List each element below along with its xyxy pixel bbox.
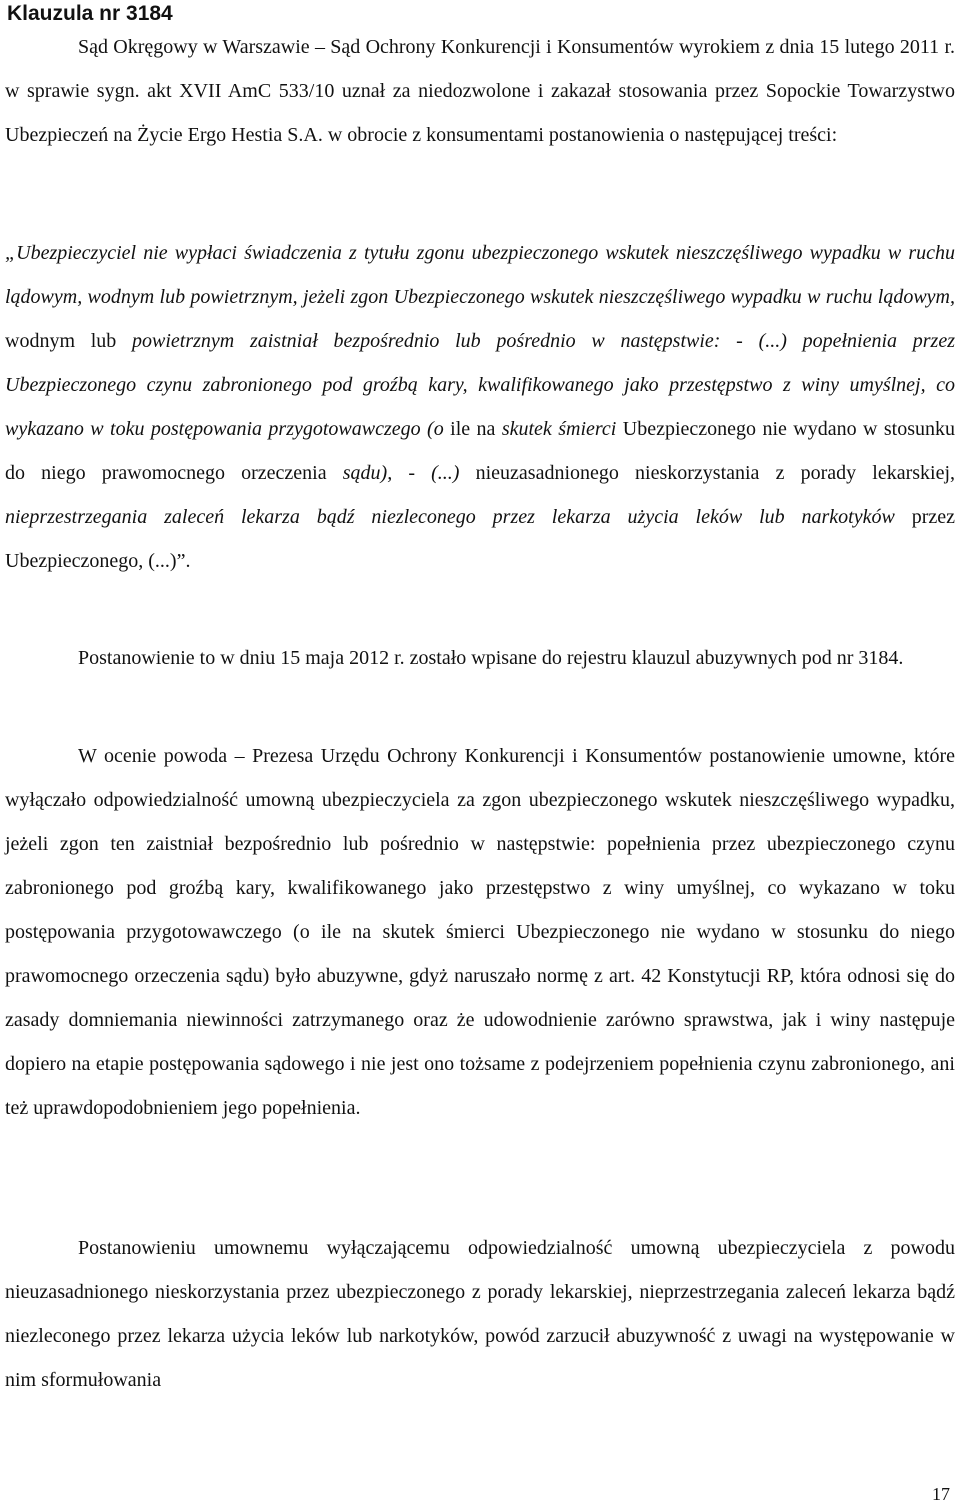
clause-quote-italic-2: powietrznym zaistniał bezpośrednio lub pośrednio w następstwie: - (...) popełnienia przez Ubezpieczonego czynu zabronionego pod groźbą kary, kwalifikowanego jako przestępstwo z winy umyślnej, co wykazano w toku postępowania przygotowawczego (o: [5, 330, 955, 440]
page-number: 17: [932, 1484, 950, 1504]
clause-quote-regular-4: nieuzasadnionego nieskorzystania z porady lekarskiej,: [459, 462, 956, 484]
plaintiff-assessment-paragraph: W ocenie powoda – Prezesa Urzędu Ochrony Konkurencji i Konsumentów postanowienie umowne, które wyłączało odpowiedzialność umowną ubezpieczyciela za zgon ubezpieczonego wskutek nieszczęśliwego wypadku, jeżeli zgon ten zaistniał bezpośrednio lub pośrednio w następstwie: popełnienia przez ubezpieczonego czynu zabronionego pod groźbą kary, kwalifikowanego jako przestępstwo z winy umyślnej, co wykazano w toku postępowania przygotowawczego (o ile na skutek śmierci Ubezpieczonego nie wydano w stosunku do niego prawomocnego orzeczenia sądu) było abuzywne, gdyż naruszało normę z art. 42 Konstytucji RP, która odnosi się do zasady domniemania niewinności zatrzymanego oraz że udowodnienie zarówno sprawstwa, jak i winy następuje dopiero na etapie postępowania sądowego i nie jest ono tożsame z podejrzeniem popełnienia czynu zabronionego, ani też uprawdopodobnieniem jego popełnienia.: [5, 745, 955, 1119]
medical-clause-paragraph: Postanowieniu umownemu wyłączającemu odpowiedzialność umowną ubezpieczyciela z powodu nieuzasadnionego nieskorzystania przez ubezpieczonego z porady lekarskiej, nieprzestrzegania zaleceń lekarza bądź niezleconego przez lekarza użycia leków lub narkotyków, powód zarzucił abuzywność z uwagi na występowanie w nim sformułowania: [5, 1237, 955, 1391]
clause-quote-italic-1: „Ubezpieczyciel nie wypłaci świadczenia z tytułu zgonu ubezpieczonego wskutek nieszczęśliwego wypadku w ruchu lądowym, wodnym lub powietrznym, jeżeli zgon Ubezpieczonego wskutek nieszczęśliwego wypadku w ruchu lądowym,: [5, 242, 955, 308]
clause-quote-italic-3: skutek śmierci: [501, 418, 617, 440]
clause-heading: Klauzula nr 3184: [7, 2, 173, 25]
clause-quote-paragraph: [5, 231, 955, 583]
clause-quote-regular-3: Ubezpieczonego nie wydano w stosunku do niego prawomocnego orzeczenia: [5, 418, 956, 484]
clause-quote-regular-1: wodnym lub: [5, 330, 133, 352]
clause-quote-regular-5: przez Ubezpieczonego, (...)”.: [5, 506, 956, 572]
clause-quote-italic-4: sądu), - (...): [342, 462, 460, 484]
registration-paragraph: Postanowienie to w dniu 15 maja 2012 r. zostało wpisane do rejestru klauzul abuzywnych pod nr 3184.: [78, 647, 904, 669]
intro-paragraph: Sąd Okręgowy w Warszawie – Sąd Ochrony Konkurencji i Konsumentów wyrokiem z dnia 15 lutego 2011 r. w sprawie sygn. akt XVII AmC 533/10 uznał za niedozwolone i zakazał stosowania przez Sopockie Towarzystwo Ubezpieczeń na Życie Ergo Hestia S.A. w obrocie z konsumentami postanowienia o następującej treści:: [5, 36, 955, 146]
clause-quote-regular-2: ile na: [443, 418, 502, 440]
clause-quote-italic-5: nieprzestrzegania zaleceń lekarza bądź niezleconego przez lekarza użycia leków lub narkotyków: [5, 506, 895, 528]
